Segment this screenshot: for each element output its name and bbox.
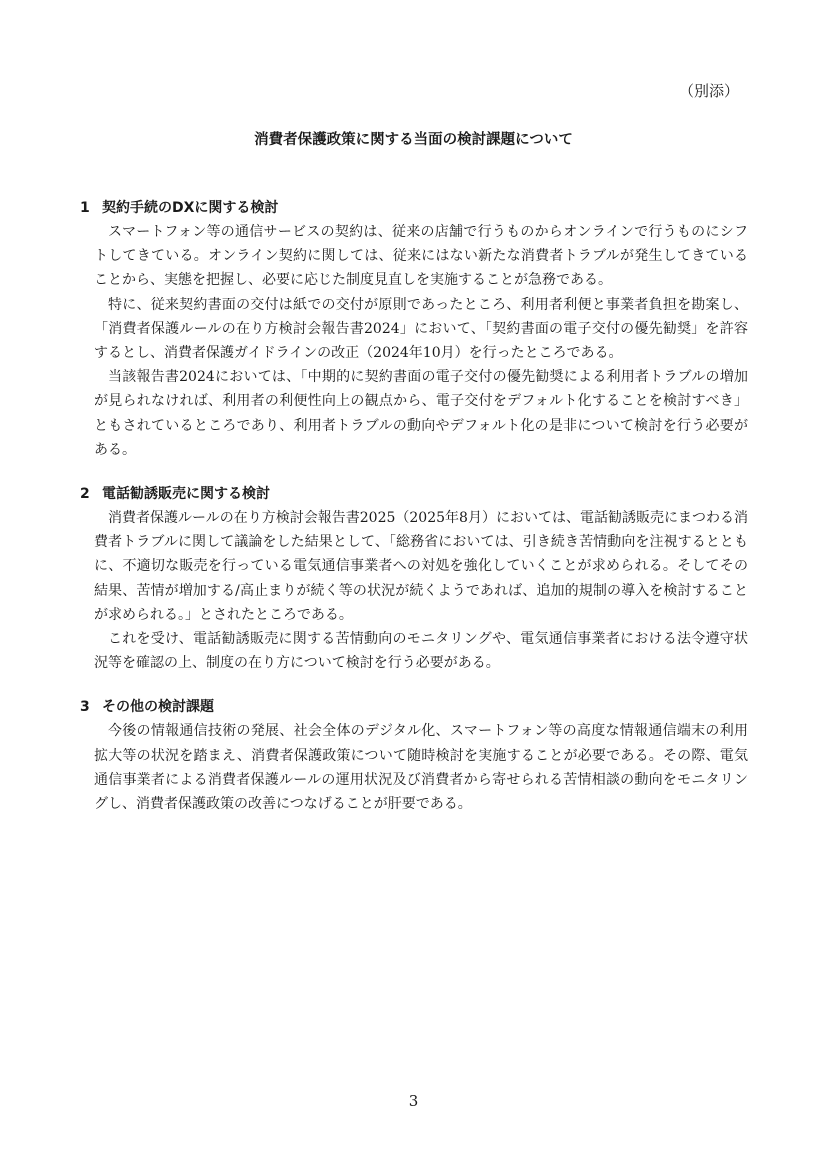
section-heading-text: その他の検討課題 [102, 699, 214, 716]
section-number: 2 [80, 486, 90, 503]
section-telemarketing [80, 482, 748, 675]
paragraph: 特に、従来契約書面の交付は紙での交付が原則であったところ、利用者利便と事業者負担を勘案し、「消費者保護ルールの在り方検討会報告書2024」において、「契約書面の電子交付の優先勧奨」を許容するとし、消費者保護ガイドラインの改正（2024年10月）を行ったところである。 [94, 296, 748, 362]
section-heading-text: 契約手続のDXに関する検討 [102, 200, 279, 216]
section-heading [80, 695, 748, 719]
section-other-issues [80, 695, 748, 816]
page-number: 3 [408, 1092, 419, 1110]
section-number: 1 [80, 200, 90, 216]
annex-label: （別添） [678, 82, 739, 100]
section-contract-dx [80, 196, 748, 462]
document-body [80, 196, 748, 836]
section-heading-text: 電話勧誘販売に関する検討 [102, 486, 270, 503]
paragraph: スマートフォン等の通信サービスの契約は、従来の店舗で行うものからオンラインで行うものにシフトしてきている。オンライン契約に関しては、従来にはない新たな消費者トラブルが発生してきていることから、実態を把握し、必要に応じた制度見直しを実施することが急務である。 [94, 224, 748, 289]
section-heading [80, 196, 748, 220]
paragraph: 当該報告書2024においては、「中期的に契約書面の電子交付の優先勧奨による利用者トラブルの増加が見られなければ、利用者の利便性向上の観点から、電子交付をデフォルト化することを検討すべき」ともされているところであり、利用者トラブルの動向やデフォルト化の是非について検討を行う必要がある。 [94, 369, 748, 458]
document-title: 消費者保護政策に関する当面の検討課題について [254, 132, 573, 148]
paragraph: 消費者保護ルールの在り方検討会報告書2025（2025年8月）においては、電話勧誘販売にまつわる消費者トラブルに関して議論をした結果として、「総務省においては、引き続き苦情動向を注視するとともに、不適切な販売を行っている電気通信事業者への対処を強化していくことが求められる。そしてその結果、苦情が増加する/高止まりが続く等の状況が続くようであれば、追加的規制の導入を検討することが求められる。」とされたところである。 [94, 510, 748, 623]
paragraph: 今後の情報通信技術の発展、社会全体のデジタル化、スマートフォン等の高度な情報通信端末の利用拡大等の状況を踏まえ、消費者保護政策について随時検討を実施することが必要である。その際、電気通信事業者による消費者保護ルールの運用状況及び消費者から寄せられる苦情相談の動向をモニタリングし、消費者保護政策の改善につなげることが肝要である。 [94, 723, 748, 813]
section-heading [80, 482, 748, 506]
paragraph: これを受け、電話勧誘販売に関する苦情動向のモニタリングや、電気通信事業者における法令遵守状況等を確認の上、制度の在り方について検討を行う必要がある。 [94, 631, 748, 672]
section-number: 3 [80, 699, 90, 716]
